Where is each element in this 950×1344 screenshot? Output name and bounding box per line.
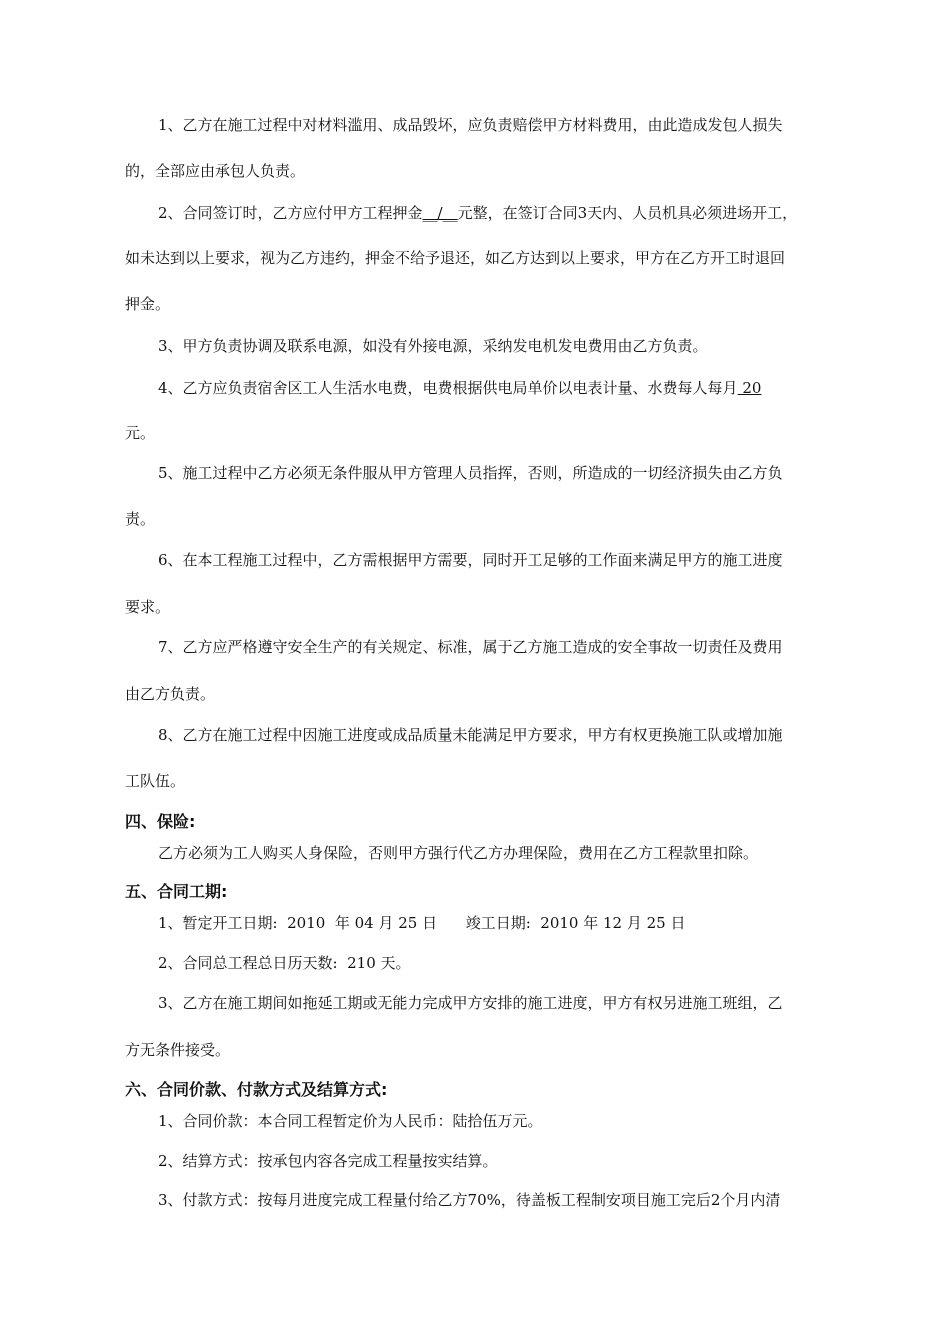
delay-clause-line-2: 方无条件接受。 [125, 1041, 231, 1059]
clause-7-line-1: 7、乙方应严格遵守安全生产的有关规定、标准，属于乙方施工造成的安全事故一切责任及费用 [158, 638, 783, 656]
clause-5-line-1: 5、施工过程中乙方必须无条件服从甲方管理人员指挥，否则，所造成的一切经济损失由乙方负 [158, 464, 783, 482]
clause-2-line-1 [158, 203, 797, 223]
schedule-dates: 1、暂定开工日期: 2010 年 04 月 25 日 竣工日期: 2010 年 12 月 25 日 [158, 914, 686, 932]
clause-1-line-2: 的，全部应由承包人负责。 [125, 162, 306, 180]
section-4-heading: 四、保险: [125, 812, 196, 831]
section-6-heading: 六、合同价款、付款方式及结算方式: [125, 1080, 388, 1099]
clause-6-line-2: 要求。 [125, 598, 171, 616]
clause-2-text-b: 元整，在签订合同3天内、人员机具必须进场开工， [457, 204, 798, 222]
total-calendar-days: 2、合同总工程总日历天数: 210 天。 [158, 954, 411, 972]
section-5-heading: 五、合同工期: [125, 882, 228, 901]
clause-8-line-1: 8、乙方在施工过程中因施工进度或成品质量未能满足甲方要求，甲方有权更换施工队或增加施 [158, 726, 783, 744]
clause-7-line-2: 由乙方负责。 [125, 685, 216, 703]
payment-method: 3、付款方式：按每月进度完成工程量付给乙方70%，待盖板工程制安项目施工完后2个月内清 [158, 1191, 781, 1209]
clause-2-text-a: 2、合同签订时，乙方应付甲方工程押金 [158, 204, 423, 222]
clause-4-line-2: 元。 [125, 424, 156, 442]
water-fee: 20 [737, 379, 762, 397]
clause-3-line-1: 3、甲方负责协调及联系电源，如没有外接电源，采纳发电机发电费用由乙方负责。 [158, 337, 708, 355]
clause-5-line-2: 责。 [125, 510, 156, 528]
clause-2-line-2: 如未达到以上要求，视为乙方违约，押金不给予退还，如乙方达到以上要求，甲方在乙方开工时退回 [125, 249, 786, 267]
contract-price: 1、合同价款：本合同工程暂定价为人民币：陆拾伍万元。 [158, 1112, 543, 1130]
delay-clause-line-1: 3、乙方在施工期间如拖延工期或无能力完成甲方安排的施工进度，甲方有权另进施工班组，乙 [158, 994, 783, 1012]
clause-6-line-1: 6、在本工程施工过程中，乙方需根据甲方需要，同时开工足够的工作面来满足甲方的施工进度 [158, 551, 783, 569]
insurance-text: 乙方必须为工人购买人身保险，否则甲方强行代乙方办理保险，费用在乙方工程款里扣除。 [158, 844, 759, 862]
deposit-amount: __/__ [422, 204, 458, 222]
clause-4-line-1 [158, 378, 761, 398]
settlement-method: 2、结算方式：按承包内容各完成工程量按实结算。 [158, 1152, 498, 1170]
clause-4-text-a: 4、乙方应负责宿舍区工人生活水电费，电费根据供电局单价以电表计量、水费每人每月 [158, 379, 738, 397]
clause-2-line-3: 押金。 [125, 295, 171, 313]
clause-1-line-1: 1、乙方在施工过程中对材料滥用、成品毁坏，应负责赔偿甲方材料费用，由此造成发包人损失 [158, 116, 783, 134]
clause-8-line-2: 工队伍。 [125, 772, 186, 790]
